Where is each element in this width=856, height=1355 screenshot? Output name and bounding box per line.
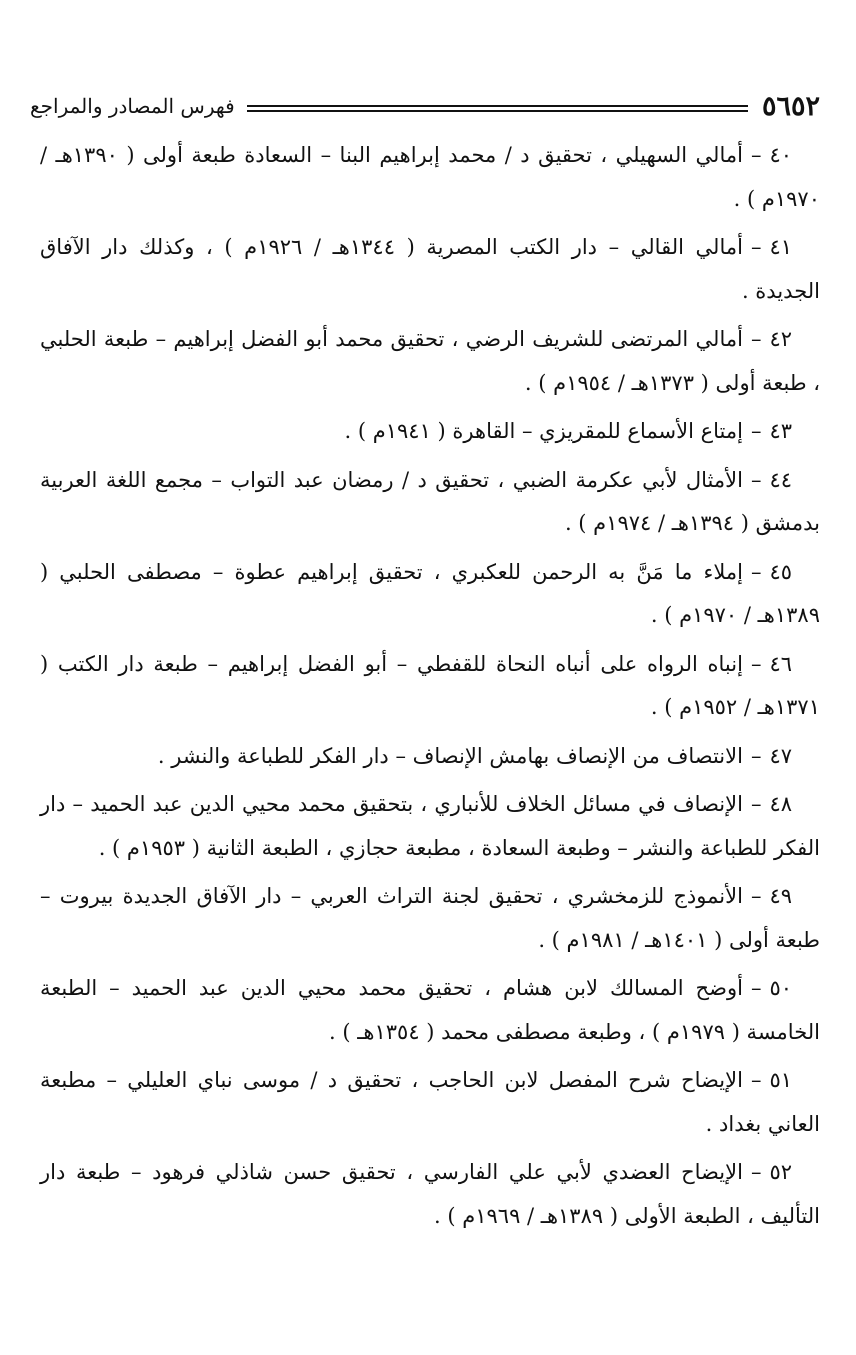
entry-number: ٤٧ — [769, 743, 792, 768]
entry-text: أوضح المسالك لابن هشام ، تحقيق محمد محيي الدين عبد الحميد – الطبعة الخامسة ( ١٩٧٩م ) ، وطبعة مصطفى محمد ( ١٣٥٤هـ ) . — [40, 976, 820, 1044]
bibliography-entry: ٤٥–إملاء ما مَنَّ به الرحمن للعكبري ، تحقيق إبراهيم عطوة – مصطفى الحلبي ( ١٣٨٩هـ / ١٩٧٠م ) . — [40, 551, 820, 638]
entry-text: إمتاع الأسماع للمقريزي – القاهرة ( ١٩٤١م ) . — [344, 419, 743, 443]
bibliography-entry: ٥٢–الإيضاح العضدي لأبي علي الفارسي ، تحقيق حسن شاذلي فرهود – طبعة دار التأليف ، الطبعة الأولى ( ١٣٨٩هـ / ١٩٦٩م ) . — [40, 1151, 820, 1238]
entry-text: الإنصاف في مسائل الخلاف للأنباري ، بتحقيق محمد محيي الدين عبد الحميد – دار الفكر للطباعة والنشر – وطبعة السعادة ، مطبعة حجازي ، الطبعة الثانية ( ١٩٥٣م ) . — [40, 792, 820, 860]
bibliography-entry: ٤٠–أمالي السهيلي ، تحقيق د / محمد إبراهيم البنا – السعادة طبعة أولى ( ١٣٩٠هـ / ١٩٧٠م ) . — [40, 134, 820, 221]
bibliography-entry: ٤٨–الإنصاف في مسائل الخلاف للأنباري ، بتحقيق محمد محيي الدين عبد الحميد – دار الفكر للطباعة والنشر – وطبعة السعادة ، مطبعة حجازي ، الطبعة الثانية ( ١٩٥٣م ) . — [40, 783, 820, 870]
entry-number: ٤١ — [769, 235, 792, 259]
page-header — [30, 86, 820, 126]
entry-number: ٤٠ — [769, 143, 792, 167]
bibliography-entry: ٤٤–الأمثال لأبي عكرمة الضبي ، تحقيق د / رمضان عبد التواب – مجمع اللغة العربية بدمشق ( ١٣٩٤هـ / ١٩٧٤م ) . — [40, 459, 820, 546]
entry-text: أمالي المرتضى للشريف الرضي ، تحقيق محمد أبو الفضل إبراهيم – طبعة الحلبي ، طبعة أولى ( ١٣٧٣هـ / ١٩٥٤م ) . — [40, 327, 820, 395]
entry-number: ٥٠ — [769, 976, 792, 1000]
bibliography-entry: ٥٠–أوضح المسالك لابن هشام ، تحقيق محمد محيي الدين عبد الحميد – الطبعة الخامسة ( ١٩٧٩م ) ، وطبعة مصطفى محمد ( ١٣٥٤هـ ) . — [40, 967, 820, 1054]
running-title: فهرس المصادر والمراجع — [30, 94, 235, 118]
entry-text: إنباه الرواه على أنباه النحاة للقفطي – أبو الفضل إبراهيم – طبعة دار الكتب ( ١٣٧١هـ / ١٩٥٢م ) . — [40, 651, 820, 719]
entry-text: الأمثال لأبي عكرمة الضبي ، تحقيق د / رمضان عبد التواب – مجمع اللغة العربية بدمشق ( ١٣٩٤هـ / ١٩٧٤م ) . — [40, 467, 820, 535]
entry-number: ٤٢ — [769, 327, 792, 351]
header-rule — [247, 105, 748, 112]
entry-text: الإيضاح العضدي لأبي علي الفارسي ، تحقيق حسن شاذلي فرهود – طبعة دار التأليف ، الطبعة الأولى ( ١٣٨٩هـ / ١٩٦٩م ) . — [40, 1160, 820, 1228]
entry-text: الأنموذج للزمخشري ، تحقيق لجنة التراث العربي – دار الآفاق الجديدة بيروت – طبعة أولى ( ١٤٠١هـ / ١٩٨١م ) . — [40, 884, 820, 952]
entry-text: أمالي القالي – دار الكتب المصرية ( ١٣٤٤هـ / ١٩٢٦م ) ، وكذلك دار الآفاق الجديدة . — [40, 235, 820, 303]
bibliography-entry: ٥١–الإيضاح شرح المفصل لابن الحاجب ، تحقيق د / موسى نباي العليلي – مطبعة العاني بغداد . — [40, 1059, 820, 1146]
bibliography-list — [40, 134, 820, 1243]
entry-number: ٥١ — [769, 1068, 792, 1092]
entry-number: ٤٤ — [769, 467, 792, 492]
entry-number: ٤٣ — [769, 419, 792, 443]
bibliography-entry: ٤٣–إمتاع الأسماع للمقريزي – القاهرة ( ١٩٤١م ) . — [40, 410, 820, 454]
page-number: ٥٦٥٢ — [761, 90, 820, 122]
bibliography-entry: ٤٦–إنباه الرواه على أنباه النحاة للقفطي – أبو الفضل إبراهيم – طبعة دار الكتب ( ١٣٧١هـ / ١٩٥٢م ) . — [40, 643, 820, 730]
entry-number: ٤٦ — [769, 651, 792, 676]
entry-number: ٤٩ — [769, 884, 792, 908]
entry-text: الانتصاف من الإنصاف بهامش الإنصاف – دار الفكر للطباعة والنشر . — [157, 743, 743, 768]
entry-text: الإيضاح شرح المفصل لابن الحاجب ، تحقيق د / موسى نباي العليلي – مطبعة العاني بغداد . — [40, 1068, 820, 1136]
entry-text: أمالي السهيلي ، تحقيق د / محمد إبراهيم البنا – السعادة طبعة أولى ( ١٣٩٠هـ / ١٩٧٠م ) . — [40, 143, 820, 211]
bibliography-entry: ٤٧–الانتصاف من الإنصاف بهامش الإنصاف – دار الفكر للطباعة والنشر . — [40, 735, 820, 779]
entry-text: إملاء ما مَنَّ به الرحمن للعكبري ، تحقيق إبراهيم عطوة – مصطفى الحلبي ( ١٣٨٩هـ / ١٩٧٠م ) . — [40, 559, 820, 627]
entry-number: ٥٢ — [769, 1160, 792, 1184]
bibliography-entry: ٤٢–أمالي المرتضى للشريف الرضي ، تحقيق محمد أبو الفضل إبراهيم – طبعة الحلبي ، طبعة أولى ( ١٣٧٣هـ / ١٩٥٤م ) . — [40, 318, 820, 405]
bibliography-entry: ٤١–أمالي القالي – دار الكتب المصرية ( ١٣٤٤هـ / ١٩٢٦م ) ، وكذلك دار الآفاق الجديدة . — [40, 226, 820, 313]
entry-number: ٤٨ — [769, 792, 792, 816]
entry-number: ٤٥ — [769, 559, 792, 584]
bibliography-entry: ٤٩–الأنموذج للزمخشري ، تحقيق لجنة التراث العربي – دار الآفاق الجديدة بيروت – طبعة أولى ( ١٤٠١هـ / ١٩٨١م ) . — [40, 875, 820, 962]
